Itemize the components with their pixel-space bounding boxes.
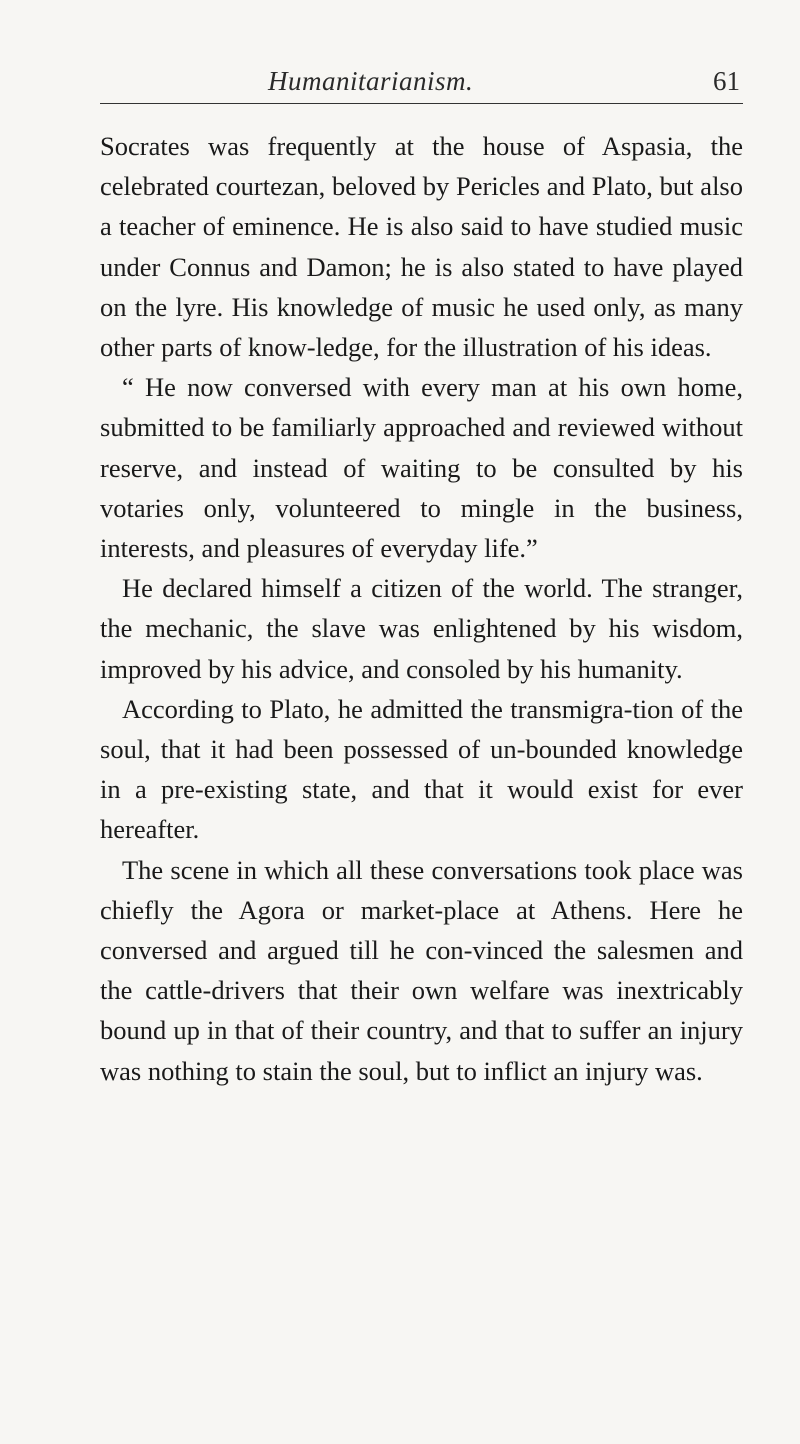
- running-title: Humanitarianism.: [268, 66, 474, 96]
- paragraph-transmigration: According to Plato, he admitted the transmigra-tion of the soul, that it had been possessed of un-bounded knowledge in a pre-existing state, and that it would exist for ever hereafter.: [100, 693, 743, 845]
- paragraph-agora: The scene in which all these conversations took place was chiefly the Agora or market-place at Athens. Here he conversed and argued till he con-vinced the salesmen and the cattle-drivers that their own welfare was inextricably bound up in that of their country, and that to suffer an injury was nothing to stain the soul, but to inflict an injury was.: [100, 854, 743, 1086]
- header-rule: [100, 103, 743, 104]
- page-number: 61: [713, 66, 740, 96]
- paragraph-citizen-of-world: He declared himself a citizen of the world. The stranger, the mechanic, the slave was enlightened by his wisdom, improved by his advice, and consoled by his humanity.: [100, 573, 743, 684]
- body-text: [100, 126, 743, 1091]
- paragraph-quotation: “ He now conversed with every man at his own home, submitted to be familiarly approached and reviewed without reserve, and instead of waiting to be consulted by his votaries only, volunteered to mingle in the business, interests, and pleasures of everyday life.”: [100, 372, 743, 564]
- paragraph-socrates-aspasia: Socrates was frequently at the house of Aspasia, the celebrated courtezan, beloved by Pericles and Plato, but also a teacher of eminence. He is also said to have studied music under Connus and Damon; he is also stated to have played on the lyre. His knowledge of music he used only, as many other parts of know-ledge, for the illustration of his ideas.: [100, 131, 743, 363]
- page-header: [100, 66, 740, 100]
